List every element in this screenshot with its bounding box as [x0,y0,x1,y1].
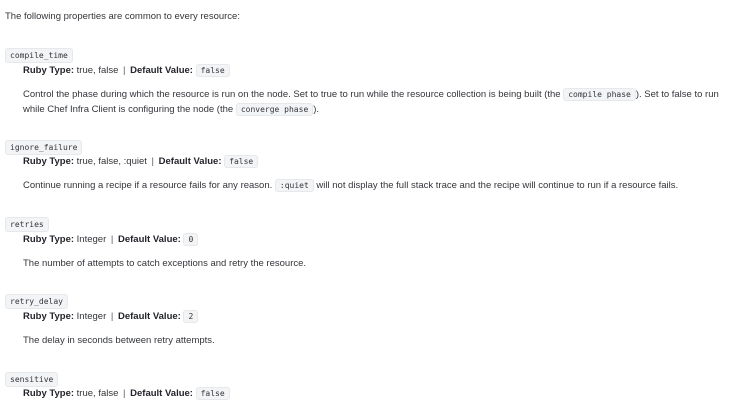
default-value-label: Default Value: [130,65,193,76]
ruby-type-value: true, false [76,65,119,76]
property-meta-retry-delay [23,310,198,324]
meta-separator: | [110,234,114,245]
default-value-label: Default Value: [118,234,181,245]
ruby-type-value: Integer [76,234,107,245]
property-description-retry-delay: The delay in seconds between retry attempts. [23,335,215,346]
description-text: will not display the full stack trace and the recipe will continue to run if a resource fails. [313,180,679,191]
property-meta-compile-time [23,64,230,78]
default-value: false [224,155,258,168]
property-meta-retries [23,233,198,247]
default-value: 2 [183,310,198,323]
property-meta-sensitive [23,387,230,401]
description-text: Continue running a recipe if a resource fails for any reason. [23,180,275,191]
default-value-label: Default Value: [130,388,193,399]
property-name-sensitive: sensitive [5,372,58,387]
meta-separator: | [151,156,155,167]
property-description-compile-time [23,87,723,117]
property-description-retries: The number of attempts to catch exceptions and retry the resource. [23,258,307,269]
inline-code: compile phase [563,88,636,101]
property-name-retries: retries [5,217,49,232]
meta-separator: | [123,65,126,76]
meta-separator: | [123,388,126,399]
property-name-retry-delay: retry_delay [5,294,68,309]
intro-text: The following properties are common to every resource: [5,11,240,22]
property-name-compile-time: compile_time [5,48,73,63]
meta-separator: | [110,311,114,322]
ruby-type-value: Integer [76,311,107,322]
inline-code: :quiet [275,179,314,192]
ruby-type-label: Ruby Type: [23,65,75,76]
ruby-type-value: true, false [76,388,119,399]
ruby-type-label: Ruby Type: [23,234,75,245]
description-text: ). Set to false to run while Chef Infra Client is configuring the node (the [23,89,719,115]
description-text: ). [313,104,320,115]
default-value: 0 [183,233,198,246]
ruby-type-label: Ruby Type: [23,311,75,322]
property-name-ignore-failure: ignore_failure [5,140,82,155]
default-value: false [196,64,230,77]
default-value: false [196,387,230,400]
description-text: Control the phase during which the resource is run on the node. Set to true to run while the resource collection is being built (the [23,89,564,100]
property-meta-ignore-failure [23,155,258,169]
property-description-ignore-failure [23,178,723,193]
default-value-label: Default Value: [118,311,181,322]
ruby-type-value: true, false, :quiet [76,156,147,167]
inline-code: converge phase [236,103,313,116]
default-value-label: Default Value: [158,156,222,167]
ruby-type-label: Ruby Type: [23,156,75,167]
ruby-type-label: Ruby Type: [23,388,75,399]
